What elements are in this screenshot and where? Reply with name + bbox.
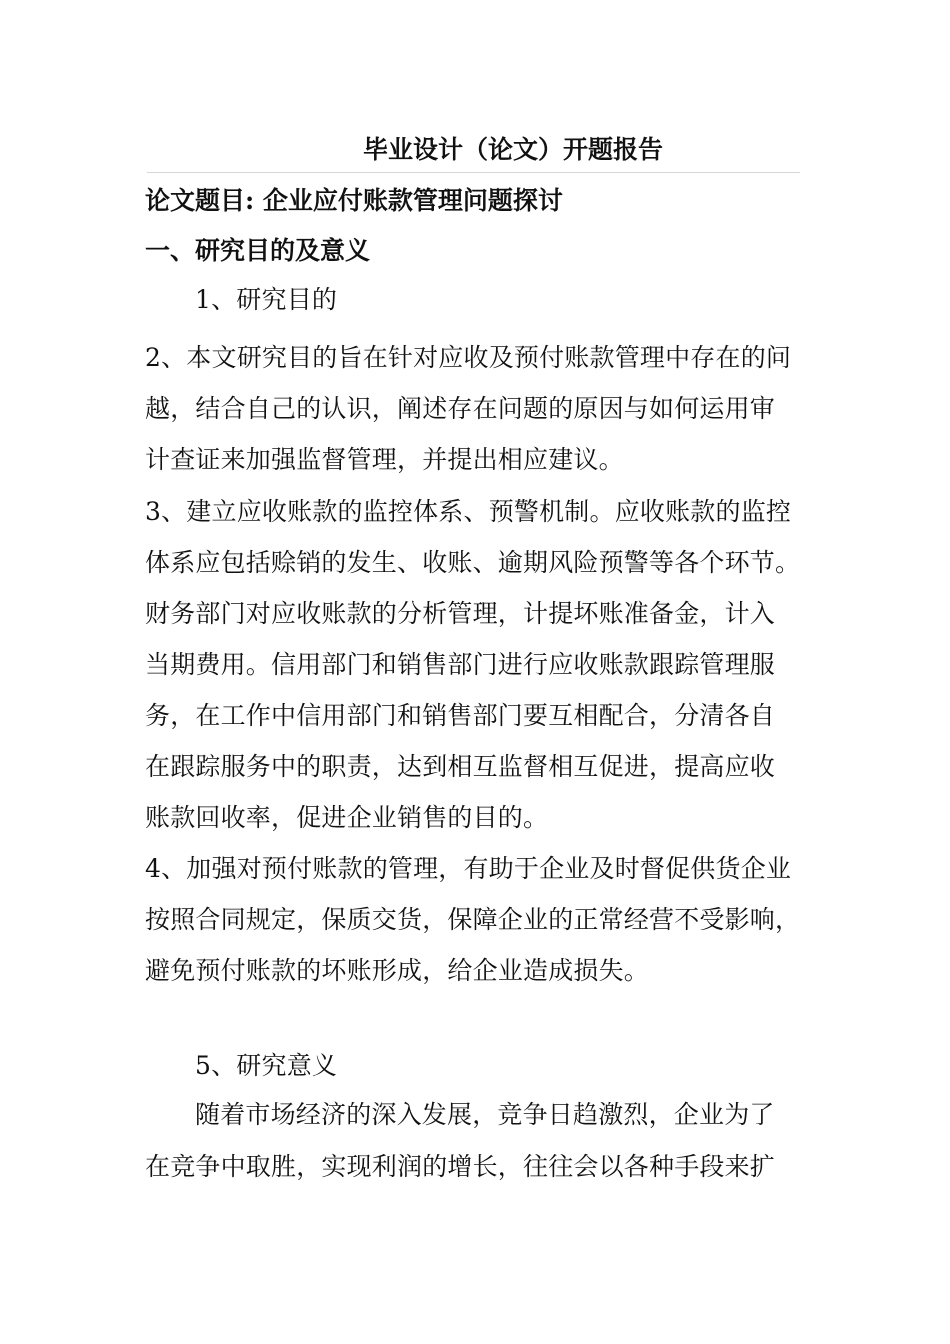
item-research-purpose: 1、研究目的 bbox=[195, 285, 338, 314]
paragraph-3-line-4: 当期费用。信用部门和销售部门进行应收账款跟踪管理服 bbox=[145, 650, 776, 679]
paragraph-4-line-3: 避免预付账款的坏账形成，给企业造成损失。 bbox=[145, 956, 650, 985]
paragraph-2-line-1: 2、本文研究目的旨在针对应收及预付账款管理中存在的问 bbox=[145, 343, 792, 372]
paragraph-3-line-5: 务，在工作中信用部门和销售部门要互相配合，分清各自 bbox=[145, 701, 776, 730]
paragraph-3-line-1: 3、建立应收账款的监控体系、预警机制。应收账款的监控 bbox=[145, 497, 792, 526]
document-title: 毕业设计（论文）开题报告 bbox=[362, 135, 663, 164]
paragraph-6-line-2: 在竞争中取胜，实现利润的增长，往往会以各种手段来扩 bbox=[145, 1152, 776, 1181]
paragraph-2-line-3: 计查证来加强监督管理，并提出相应建议。 bbox=[145, 445, 624, 474]
paragraph-3-line-6: 在跟踪服务中的职责，达到相互监督相互促进，提高应收 bbox=[145, 752, 776, 781]
paragraph-4-line-1: 4、加强对预付账款的管理，有助于企业及时督促供货企业 bbox=[145, 854, 792, 883]
paragraph-6-line-1: 随着市场经济的深入发展，竞争日趋激烈，企业为了 bbox=[195, 1100, 775, 1129]
paragraph-3-line-7: 账款回收率，促进企业销售的目的。 bbox=[145, 803, 549, 832]
item-research-significance: 5、研究意义 bbox=[195, 1051, 338, 1080]
paragraph-3-line-3: 财务部门对应收账款的分析管理，计提坏账准备金，计入 bbox=[145, 599, 776, 628]
paragraph-2-line-2: 越，结合自己的认识，阐述存在问题的原因与如何运用审 bbox=[145, 394, 776, 423]
title-divider bbox=[147, 172, 800, 173]
paragraph-4-line-2: 按照合同规定，保质交货，保障企业的正常经营不受影响， bbox=[145, 905, 801, 934]
paragraph-3-line-2: 体系应包括赊销的发生、收账、逾期风险预警等各个环节。 bbox=[145, 548, 801, 577]
section-heading-research-purpose: 一、研究目的及意义 bbox=[145, 236, 371, 265]
thesis-title: 论文题目: 企业应付账款管理问题探讨 bbox=[145, 186, 563, 215]
